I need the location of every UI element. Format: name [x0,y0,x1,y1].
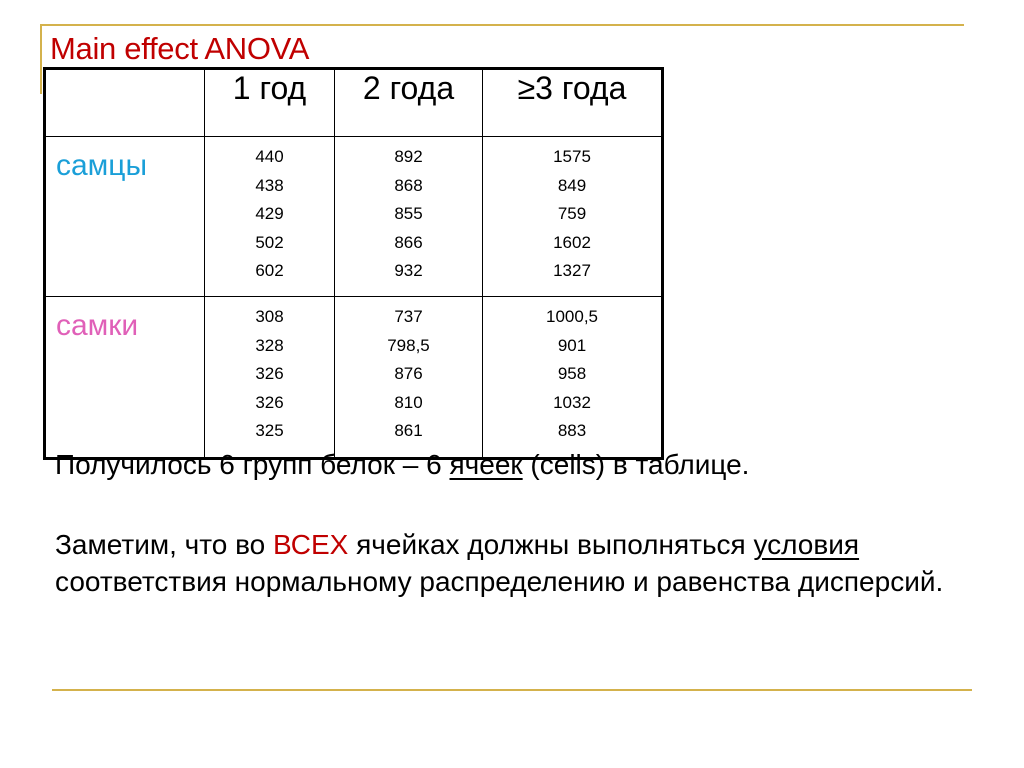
summary-text-before: Получилось 6 групп белок – 6 [55,449,450,480]
table-header-row [45,69,663,137]
bottom-rule [52,689,972,691]
row-label-males: самцы [45,137,205,297]
cell-value: 326 [255,364,284,384]
column-header: 1 год [205,69,335,137]
data-table [43,67,664,460]
left-accent-rule [40,24,42,94]
cell-value: 868 [394,175,423,195]
conditions-text-before: Заметим, что во [55,529,274,560]
column-header: ≥3 года [483,69,663,137]
table-cell [335,137,483,297]
cell-value: 440 [255,147,284,166]
cell-value: 855 [394,204,423,224]
cell-value: 438 [255,175,284,195]
cell-value: 1602 [553,232,591,252]
top-rule [42,24,964,26]
row-label-females: самки [45,297,205,459]
cell-value: 876 [394,364,423,384]
cell-value: 958 [557,364,587,384]
conditions-term: условия [753,529,860,560]
table-row [45,297,663,459]
cell-value: 325 [255,421,284,441]
cell-value: 1032 [553,392,591,412]
conditions-text-after: соответствия нормальному распределению и равенства дисперсий. [55,566,944,597]
table-row [45,137,663,297]
cell-value: 1575 [553,147,591,166]
cell-value: 328 [255,335,284,355]
cell-value: 810 [394,392,423,412]
cell-value: 737 [394,307,423,326]
cell-value: 798,5 [387,335,430,355]
cell-value: 502 [255,232,284,252]
cell-value: 932 [394,261,423,281]
conditions-paragraph [55,526,955,600]
cell-value: 759 [557,204,587,224]
slide-title: Main effect ANOVA [50,31,310,66]
cell-value: 429 [255,204,284,224]
cell-value: 849 [557,175,587,195]
table-cell [483,297,663,459]
summary-text-after: (cells) в таблице. [522,449,750,480]
cell-value: 308 [255,307,284,326]
cell-value: 602 [255,261,284,281]
cell-value: 883 [557,421,587,441]
cell-value: 901 [557,335,587,355]
cell-value: 1000,5 [546,307,598,326]
cell-value: 1327 [553,261,591,281]
all-emphasis: ВСЕХ [273,529,349,560]
summary-paragraph [55,446,955,483]
cell-value: 326 [255,392,284,412]
table-cell [205,137,335,297]
column-header: 2 года [335,69,483,137]
header-corner-cell [45,69,205,137]
table-cell [483,137,663,297]
table-cell [205,297,335,459]
cell-value: 866 [394,232,423,252]
conditions-text-middle: ячейках должны выполняться [348,529,754,560]
cell-value: 892 [394,147,423,166]
cell-value: 861 [394,421,423,441]
cells-term: ячеек [449,449,523,480]
table-cell [335,297,483,459]
